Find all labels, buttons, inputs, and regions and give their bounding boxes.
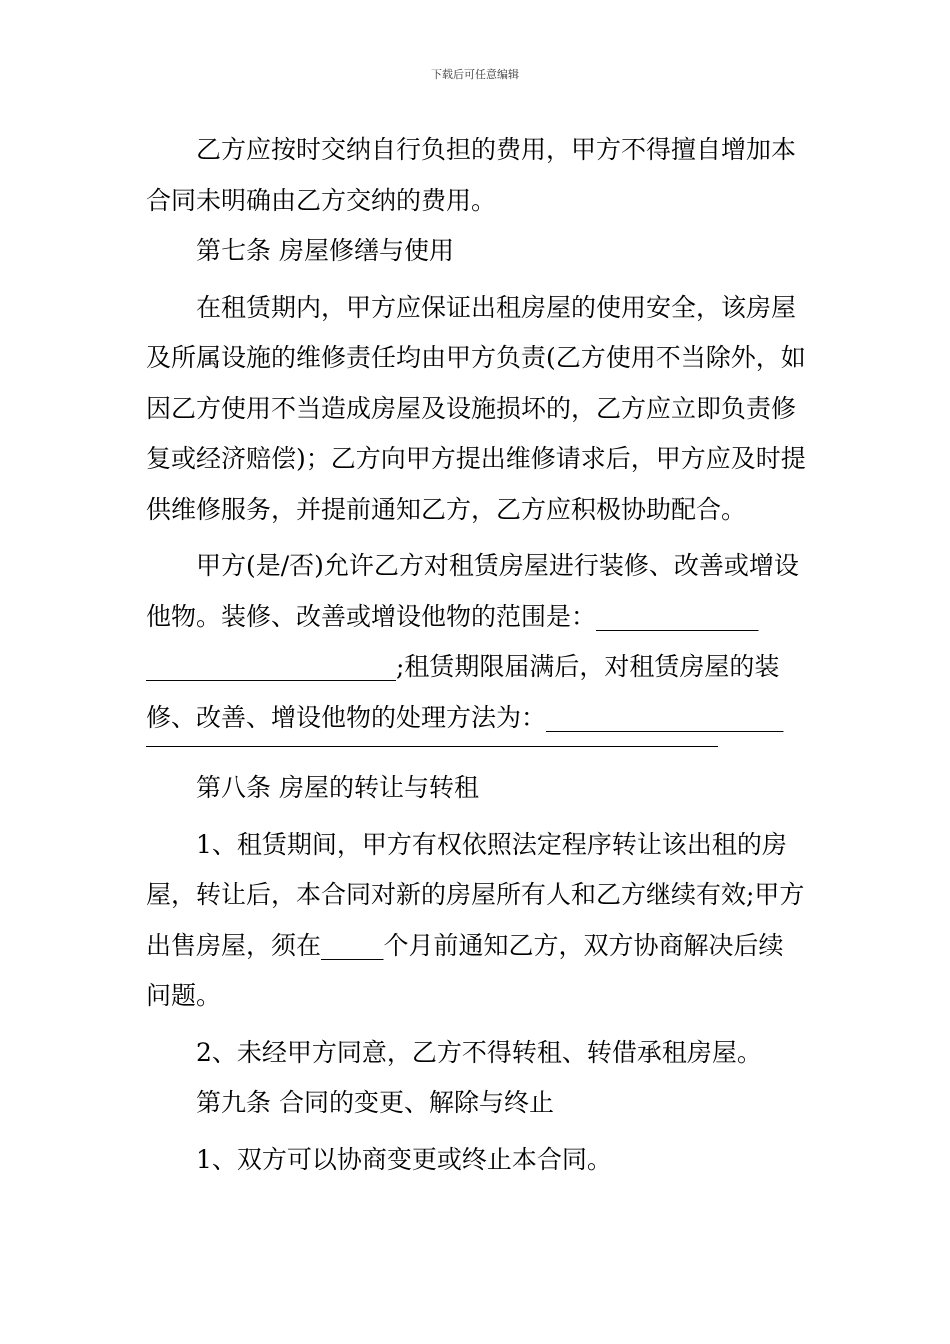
paragraph-fees: 乙方应按时交纳自行负担的费用，甲方不得擅自增加本合同未明确由乙方交纳的费用。 — [146, 135, 797, 215]
spacer — [146, 747, 808, 763]
paragraph-transfer: 1、租赁期间，甲方有权依照法定程序转让该出租的房屋，转让后，本合同对新的房屋所有人和乙方继续有效;甲方出售房屋，须在_____个月前通知乙方，双方协商解决后续问题。 — [146, 829, 805, 1010]
article-7-heading: 第七条 房屋修缮与使用 — [196, 236, 454, 265]
document-body — [146, 125, 808, 1185]
paragraph-change: 1、双方可以协商变更或终止本合同。 — [196, 1144, 612, 1174]
article-8-heading: 第八条 房屋的转让与转租 — [196, 773, 479, 802]
page-header: 下载后可任意编辑 — [431, 68, 519, 81]
paragraph-sublet: 2、未经甲方同意，乙方不得转租、转借承租房屋。 — [196, 1037, 762, 1067]
paragraph-renovation: 甲方(是/否)允许乙方对租赁房屋进行装修、改善或增设他物。装修、改善或增设他物的范围是：_____________ ____________________;租赁期限届满后，对租赁房屋的装修、改善、增设他物的处理方法为：___________________ — [146, 551, 799, 732]
paragraph-repair: 在租赁期内，甲方应保证出租房屋的使用安全，该房屋及所属设施的维修责任均由甲方负责(乙方使用不当除外，如因乙方使用不当造成房屋及设施损坏的，乙方应立即负责修复或经济赔偿)；乙方向甲方提出维修请求后，甲方应及时提供维修服务，并提前通知乙方，乙方应积极协助配合。 — [146, 292, 806, 524]
article-9-heading: 第九条 合同的变更、解除与终止 — [196, 1088, 554, 1117]
